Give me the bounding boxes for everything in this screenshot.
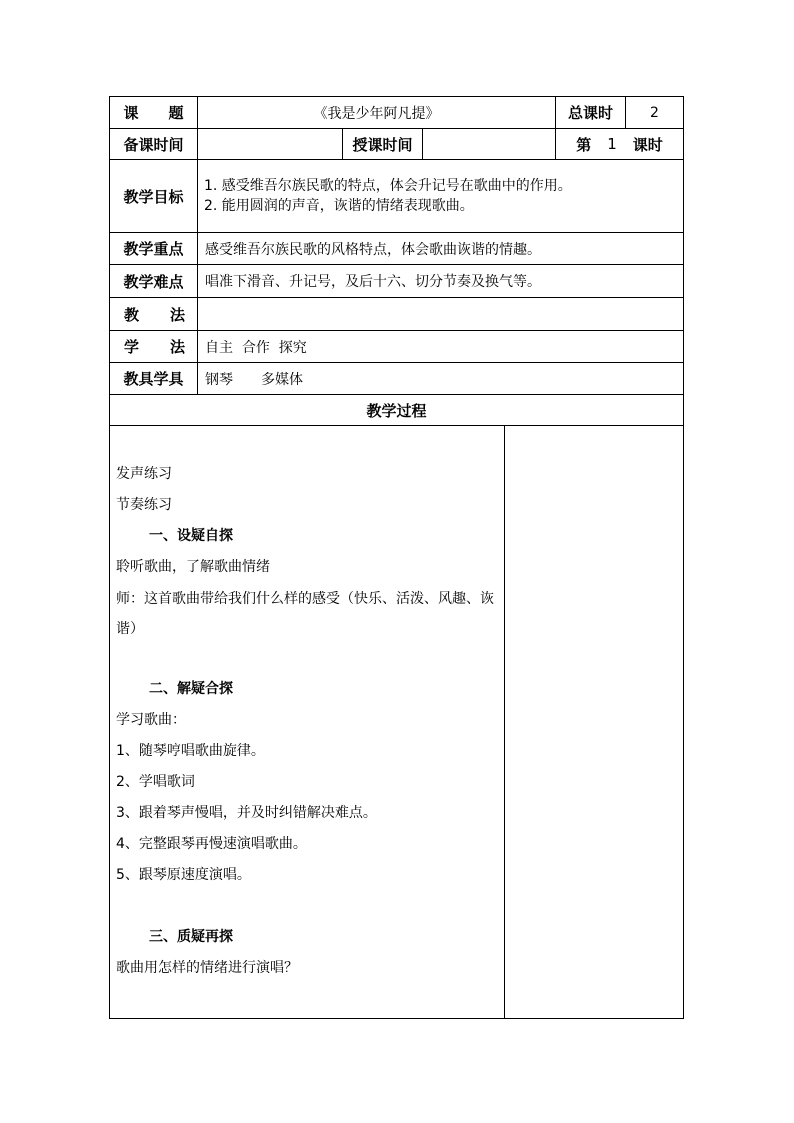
learn-label-a: 学 — [124, 338, 140, 356]
method-label-b: 法 — [169, 305, 185, 324]
goals-label — [110, 160, 197, 232]
process-title-text: 教学过程 — [366, 401, 427, 420]
teach-time-value — [423, 129, 555, 159]
total-hours-label-text: 总课时 — [567, 104, 613, 122]
blank-line — [116, 892, 500, 923]
total-hours-label — [556, 97, 625, 128]
section-2-step: 1、随琴哼唱歌曲旋律。 — [116, 743, 265, 759]
topic-label-text: 课 题 — [123, 104, 184, 122]
difficulty-value — [198, 265, 683, 297]
total-hours-value-text: 2 — [650, 104, 659, 121]
difficulty-value-text: 唱准下滑音、升记号，及后十六、切分节奏及换气等。 — [205, 274, 541, 290]
key-label-text: 教学重点 — [123, 240, 184, 258]
learn-value — [198, 331, 683, 362]
section-3-title: 三、质疑再探 — [149, 929, 233, 945]
warmup-rhythm: 节奏练习 — [116, 497, 172, 513]
section-2-intro: 学习歌曲： — [116, 712, 186, 728]
period-cell — [556, 129, 683, 159]
section-2-step: 5、跟琴原速度演唱。 — [116, 867, 251, 883]
section-1-line: 聆听歌曲，了解歌曲情绪 — [116, 559, 270, 575]
teach-time-label — [343, 129, 422, 159]
learn-label — [110, 331, 197, 362]
tools-label — [110, 363, 197, 394]
topic-value — [198, 97, 555, 128]
section-2-step: 2、学唱歌词 — [116, 774, 195, 790]
process-title — [110, 395, 683, 425]
learn-label-b: 法 — [169, 338, 185, 356]
topic-value-text: 《我是少年阿凡提》 — [313, 105, 440, 122]
period-prefix: 第 — [576, 135, 592, 154]
method-label — [110, 298, 197, 330]
process-content — [116, 460, 500, 985]
period-suffix: 课时 — [632, 135, 663, 154]
section-2-step: 4、完整跟琴再慢速演唱歌曲。 — [116, 836, 307, 852]
tools-value-text: 钢琴 多媒体 — [205, 371, 303, 388]
blank-line — [116, 644, 500, 675]
key-value — [198, 233, 683, 264]
prep-time-label-text: 备课时间 — [123, 135, 184, 154]
topic-label — [110, 97, 197, 128]
section-2-title: 二、解疑合探 — [149, 681, 233, 697]
section-2-step: 3、跟着琴声慢唱，并及时纠错解决难点。 — [116, 805, 377, 821]
goals-label-text: 教学目标 — [123, 187, 184, 206]
key-label — [110, 233, 197, 264]
section-3-line: 歌曲用怎样的情绪进行演唱？ — [116, 960, 298, 976]
warmup-vocal: 发声练习 — [116, 466, 172, 482]
goal-item: 2. 能用圆润的声音，诙谐的情绪表现歌曲。 — [204, 198, 474, 214]
tools-label-text: 教具学具 — [123, 370, 184, 388]
learn-value-text: 自主 合作 探究 — [205, 339, 307, 356]
method-label-a: 教 — [124, 305, 140, 324]
total-hours-value — [626, 97, 683, 128]
teach-time-label-text: 授课时间 — [352, 135, 413, 154]
goal-item: 1. 感受维吾尔族民歌的特点，体会升记号在歌曲中的作用。 — [204, 178, 572, 194]
key-value-text: 感受维吾尔族民歌的风格特点，体会歌曲诙谐的情趣。 — [205, 241, 541, 258]
process-notes-column — [505, 426, 683, 1018]
method-value — [198, 298, 683, 330]
period-number: 1 — [607, 135, 617, 153]
prep-time-value — [198, 129, 342, 159]
tools-value — [198, 363, 683, 394]
goals-list — [198, 160, 683, 232]
section-1-line: 师：这首歌曲带给我们什么样的感受（快乐、活泼、风趣、诙谐） — [116, 591, 494, 637]
prep-time-label — [110, 129, 197, 159]
section-1-title: 一、设疑自探 — [149, 528, 233, 544]
difficulty-label-text: 教学难点 — [123, 272, 184, 291]
difficulty-label — [110, 265, 197, 297]
